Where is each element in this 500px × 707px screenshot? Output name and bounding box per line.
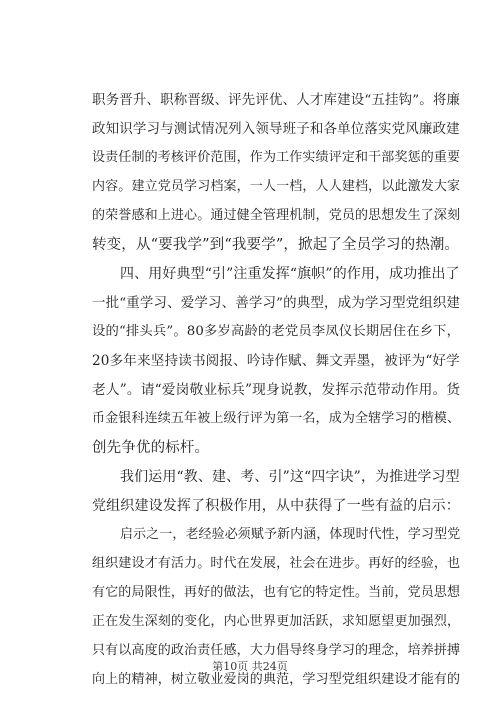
text-line: 转变，从“要我学”到“我要学”，掀起了全员学习的热潮。 (92, 237, 460, 253)
text-line: 创先争优的标杆。 (92, 440, 210, 456)
text-line: 职务晋升、职称晋级、评先评优、人才库建设“五挂钩”。将廉 (92, 92, 461, 108)
page-footer: 第10页 共24页 (212, 660, 288, 673)
text-line: 启示之一，老经验必须赋予新内涵，体现时代性，学习型党 (120, 527, 461, 542)
text-line: 只有以高度的政治责任感，大力倡导终身学习的理念，培养拼搏 (92, 643, 461, 658)
text-line: 党组织建设发挥了积极作用，从中获得了一些有益的启示： (92, 498, 460, 514)
text-line: 设责任制的考核评价范围，作为工作实绩评定和干部奖惩的重要 (92, 150, 461, 165)
text-line: 一批“重学习、爱学习、善学习”的典型，成为学习型党组织建 (92, 295, 461, 311)
text-line: 币金银科连续五年被上级行评为第一名，成为全辖学习的楷模、 (92, 411, 461, 426)
text-line: 向上的精神，树立敬业爱岗的典范，学习型党组织建设才能有的 (92, 672, 461, 687)
text-line: 组织建设才有活力。时代在发展，社会在进步。再好的经验，也 (92, 556, 461, 571)
text-line: 政知识学习与测试情况列入领导班子和各单位落实党风廉政建 (92, 121, 460, 137)
text-line: 有它的局限性，再好的做法，也有它的特定性。当前，党员思想 (92, 585, 461, 600)
text-line: 内容。建立党员学习档案，一人一档，人人建档，以此激发大家 (92, 179, 461, 194)
text-line: 设的“排头兵”。80多岁高龄的老党员李凤仪长期居住在乡下， (92, 324, 461, 339)
text-line: 正在发生深刻的变化，内心世界更加活跃，求知愿望更加强烈， (92, 614, 461, 629)
text-line: 老人”。请“爱岗敬业标兵”现身说教，发挥示范带动作用。货 (92, 382, 461, 398)
text-line: 四、用好典型“引”注重发挥“旗帜”的作用，成功推出了 (120, 266, 460, 282)
text-line: 我们运用“教、建、考、引”这“四字诀”，为推进学习型 (120, 469, 460, 485)
text-line: 的荣誉感和上进心。通过健全管理机制，党员的思想发生了深刻 (92, 208, 461, 223)
text-line: 20多年来坚持读书阅报、吟诗作赋、舞文弄墨，被评为“好学 (92, 353, 460, 369)
